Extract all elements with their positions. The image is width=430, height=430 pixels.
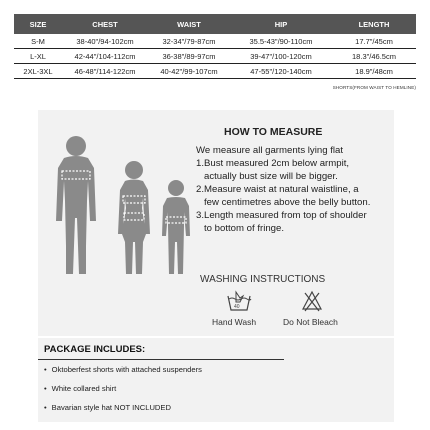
child-figure-icon [162,180,190,274]
header-length: LENGTH [332,14,416,34]
measure-panel [38,110,394,336]
list-item [44,403,171,412]
measure-line: to bottom of fringe. [204,223,284,234]
cell-length: 17.7"/45cm [332,34,416,49]
body-figures-illustration [46,126,216,296]
cell-waist: 36-38"/89-97cm [148,49,230,64]
size-chart-header-row [14,14,416,34]
table-row [14,64,416,79]
measure-line: We measure all garments lying flat [196,145,343,156]
cell-length: 18.9"/48cm [332,64,416,79]
cell-hip: 47-55"/120-140cm [230,64,332,79]
cell-hip: 35.5-43"/90-110cm [230,34,332,49]
list-item [44,365,202,374]
cell-size: L-XL [14,49,62,64]
header-waist: WAIST [148,14,230,34]
package-item-label: Bavarian style hat NOT INCLUDED [51,403,171,412]
cell-size: S-M [14,34,62,49]
bullet-icon: • [44,365,47,374]
size-chart-table [14,14,416,79]
cell-chest: 42-44"/104-112cm [62,49,148,64]
female-figure-icon [118,161,150,274]
table-row [14,34,416,49]
do-not-bleach-icon [301,290,323,312]
header-chest: CHEST [62,14,148,34]
header-hip: HIP [230,14,332,34]
bullet-icon: • [44,384,47,393]
measure-line: 2.Measure waist at natural waistline, a [196,184,359,195]
measure-line: 3.Length measured from top of shoulder [196,210,367,221]
package-divider [38,359,284,360]
cell-size: 2XL-3XL [14,64,62,79]
how-to-measure-text [196,144,396,235]
male-figure-icon [56,136,96,274]
do-not-bleach-label: Do Not Bleach [283,317,338,327]
package-includes-box [38,338,394,422]
package-item-label: Oktoberfest shorts with attached suspenders [51,365,202,374]
svg-text:40: 40 [234,304,240,310]
size-table-note: SHORTS(FROM WAIST TO HEMLINE) [332,85,416,90]
hand-wash-label: Hand Wash [212,317,257,327]
list-item [44,384,116,393]
measure-line: 1.Bust measured 2cm below armpit, [196,158,350,169]
washing-instructions-title: WASHING INSTRUCTIONS [200,274,326,285]
how-to-measure-title: HOW TO MEASURE [224,126,323,138]
cell-hip: 39-47"/100-120cm [230,49,332,64]
measure-line: few centimetres above the belly button. [204,197,371,208]
hand-wash-icon [226,290,252,312]
cell-chest: 46-48"/114-122cm [62,64,148,79]
bullet-icon: • [44,403,47,412]
measure-line: actually bust size will be bigger. [204,171,338,182]
cell-waist: 32-34"/79-87cm [148,34,230,49]
cell-length: 18.3"/46.5cm [332,49,416,64]
cell-waist: 40-42"/99-107cm [148,64,230,79]
package-includes-title: PACKAGE INCLUDES: [44,344,146,355]
header-size: SIZE [14,14,62,34]
cell-chest: 38-40"/94-102cm [62,34,148,49]
package-item-label: White collared shirt [51,384,117,393]
table-row [14,49,416,64]
